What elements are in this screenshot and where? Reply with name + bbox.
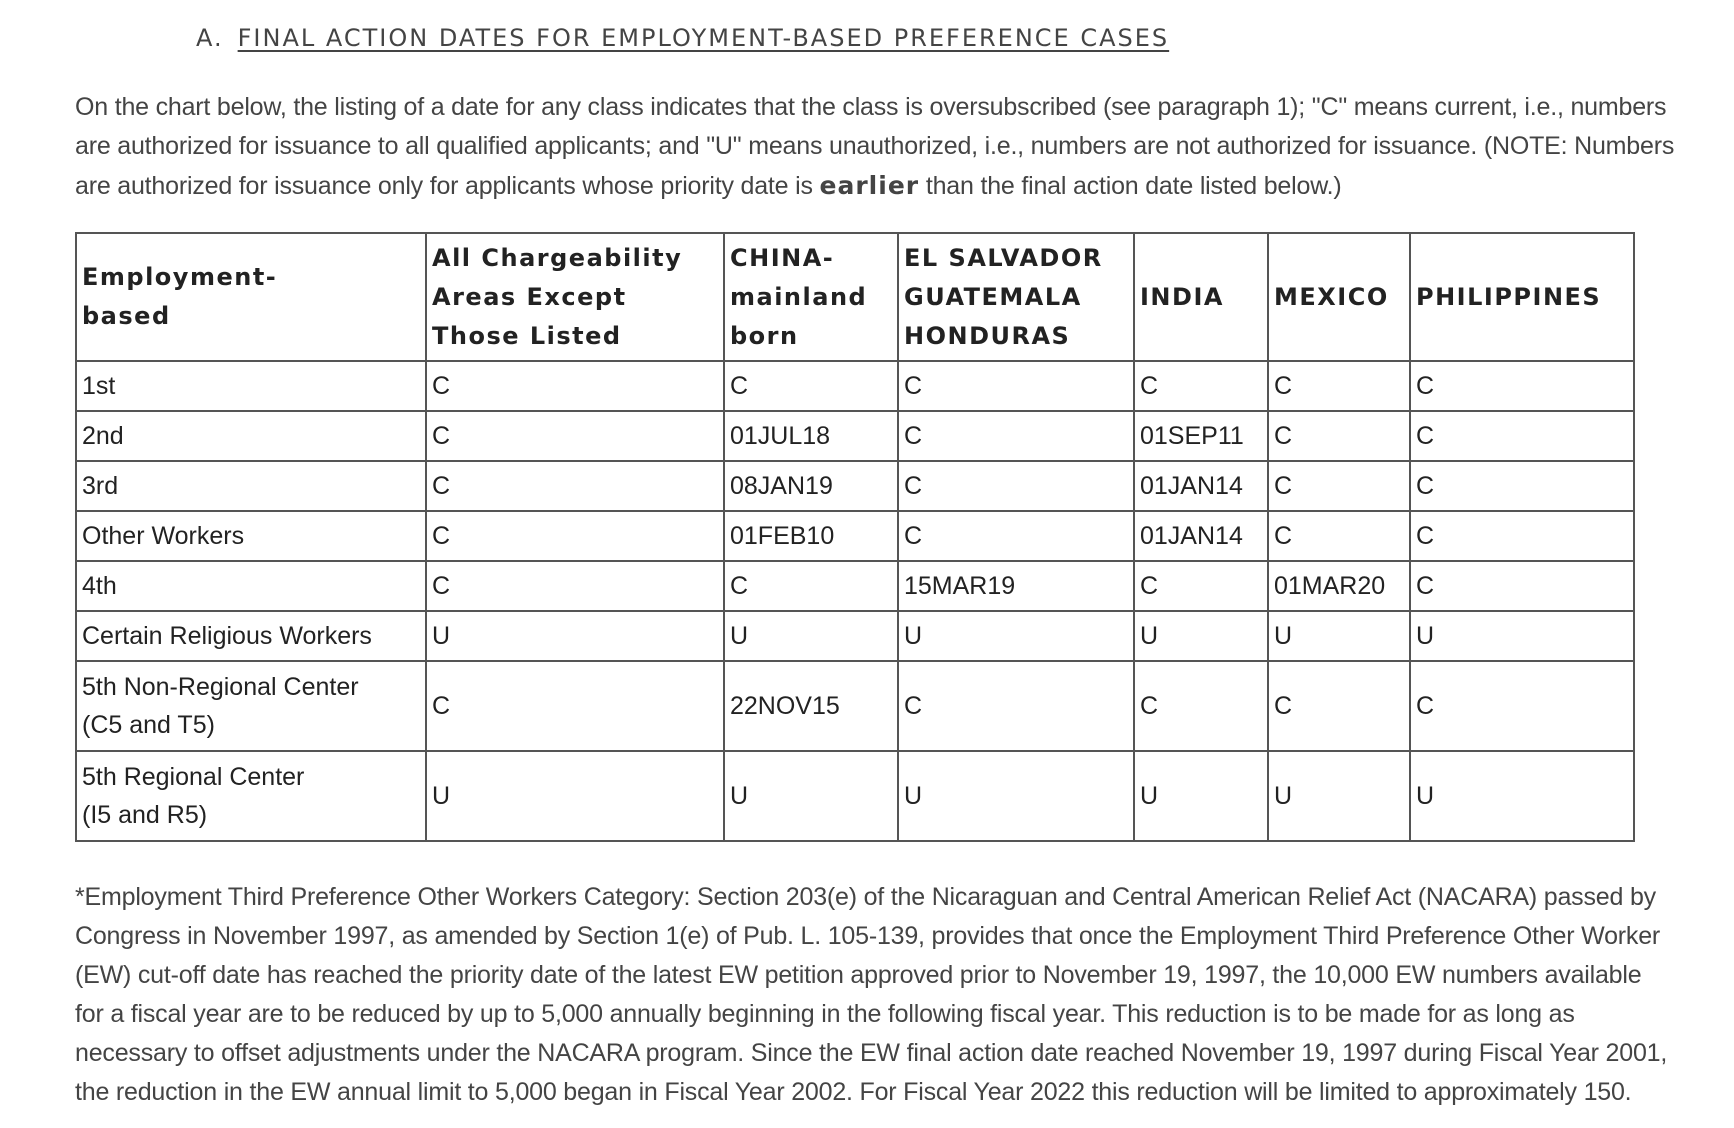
table-cell: U xyxy=(1410,751,1634,841)
header-line: PHILIPPINES xyxy=(1416,282,1602,311)
table-cell: C xyxy=(898,461,1134,511)
header-line: mainland xyxy=(730,282,868,311)
table-cell: C xyxy=(1410,411,1634,461)
column-header-mexico xyxy=(1268,233,1410,361)
header-line: Those Listed xyxy=(432,321,622,350)
category-line: (I5 and R5) xyxy=(82,801,208,829)
category-line: 5th Regional Center xyxy=(82,763,305,791)
table-cell: 01SEP11 xyxy=(1134,411,1268,461)
row-category xyxy=(76,611,426,661)
table-header-row xyxy=(76,233,1634,361)
header-line: All Chargeability xyxy=(432,243,683,272)
table-cell: C xyxy=(1134,361,1268,411)
table-cell: U xyxy=(426,751,724,841)
table-cell: C xyxy=(426,411,724,461)
header-line: Areas Except xyxy=(432,282,627,311)
intro-paragraph xyxy=(75,88,1675,206)
row-category xyxy=(76,511,426,561)
row-category xyxy=(76,661,426,751)
table-cell: U xyxy=(724,751,898,841)
header-line: CHINA- xyxy=(730,243,835,272)
header-line: GUATEMALA xyxy=(904,282,1082,311)
table-cell: C xyxy=(1410,461,1634,511)
table-cell: C xyxy=(898,661,1134,751)
intro-text-after: than the final action date listed below.) xyxy=(919,172,1342,200)
table-cell: C xyxy=(426,461,724,511)
column-header-india xyxy=(1134,233,1268,361)
table-cell: C xyxy=(898,511,1134,561)
table-row xyxy=(76,611,1634,661)
row-category xyxy=(76,561,426,611)
category-line: 5th Non-Regional Center xyxy=(82,673,359,701)
table-cell: 15MAR19 xyxy=(898,561,1134,611)
category-line: 4th xyxy=(82,572,117,600)
category-line: 3rd xyxy=(82,472,119,500)
column-header-el-salvador-guatemala-honduras xyxy=(898,233,1134,361)
category-line: Certain Religious Workers xyxy=(82,622,372,650)
category-line: 2nd xyxy=(82,422,124,450)
table-cell: C xyxy=(1410,511,1634,561)
header-line: EL SALVADOR xyxy=(904,243,1103,272)
table-row xyxy=(76,361,1634,411)
table-cell: C xyxy=(1134,561,1268,611)
table-cell: 01JAN14 xyxy=(1134,461,1268,511)
table-cell: 01JUL18 xyxy=(724,411,898,461)
footnote-paragraph: *Employment Third Preference Other Workers Category: Section 203(e) of the Nicaraguan and Central American Relief Act (NACARA) passed by Congress in November 1997, as amended by Section 1(e) of Pub. L. 105-139, provides that once the Employment Third Preference Other Worker (EW) cut-off date has reached the priority date of the latest EW petition approved prior to November 19, 1997, the 10,000 EW numbers available for a fiscal year are to be reduced by up to 5,000 annually beginning in the following fiscal year. This reduction is to be made for as long as necessary to offset adjustments under the NACARA program. Since the EW final action date reached November 19, 1997 during Fiscal Year 2001, the reduction in the EW annual limit to 5,000 began in Fiscal Year 2002. For Fiscal Year 2022 this reduction will be limited to approximately 150. xyxy=(75,883,1668,1106)
table-cell: C xyxy=(1410,361,1634,411)
table-cell: C xyxy=(426,511,724,561)
table-row xyxy=(76,511,1634,561)
row-category xyxy=(76,461,426,511)
header-line: INDIA xyxy=(1140,282,1224,311)
table-cell: 08JAN19 xyxy=(724,461,898,511)
section-letter: A. xyxy=(196,24,224,52)
table-cell: C xyxy=(426,361,724,411)
table-row xyxy=(76,561,1634,611)
row-category xyxy=(76,751,426,841)
table-cell: C xyxy=(724,561,898,611)
intro-bold-word: earlier xyxy=(819,171,920,200)
table-row xyxy=(76,411,1634,461)
row-category xyxy=(76,411,426,461)
table-cell: 01FEB10 xyxy=(724,511,898,561)
table-row xyxy=(76,751,1634,841)
table-cell: 01MAR20 xyxy=(1268,561,1410,611)
header-line: based xyxy=(82,302,171,330)
section-title: FINAL ACTION DATES FOR EMPLOYMENT-BASED PREFERENCE CASES xyxy=(237,24,1170,52)
header-line: HONDURAS xyxy=(904,321,1071,350)
column-header-philippines xyxy=(1410,233,1634,361)
table-cell: C xyxy=(898,411,1134,461)
final-action-dates-table xyxy=(75,232,1635,842)
header-line: born xyxy=(730,321,799,350)
section-heading xyxy=(196,24,1169,52)
table-cell: C xyxy=(1268,511,1410,561)
table-cell: U xyxy=(426,611,724,661)
column-header-all-chargeability-areas-except-those-listed xyxy=(426,233,724,361)
table-cell: C xyxy=(426,661,724,751)
table-cell: C xyxy=(1134,661,1268,751)
table-cell: C xyxy=(1268,411,1410,461)
column-header-employment-based xyxy=(76,233,426,361)
table-cell: U xyxy=(1134,611,1268,661)
table-cell: 22NOV15 xyxy=(724,661,898,751)
table-cell: C xyxy=(1268,661,1410,751)
category-line: (C5 and T5) xyxy=(82,711,215,739)
table-body xyxy=(76,361,1634,841)
table-row xyxy=(76,461,1634,511)
category-line: 1st xyxy=(82,372,116,400)
table-cell: U xyxy=(1134,751,1268,841)
table-cell: C xyxy=(426,561,724,611)
table-cell: 01JAN14 xyxy=(1134,511,1268,561)
column-header-china-mainland-born xyxy=(724,233,898,361)
table-cell: U xyxy=(898,751,1134,841)
table-cell: C xyxy=(1268,461,1410,511)
table-cell: C xyxy=(1268,361,1410,411)
header-line: Employment- xyxy=(82,263,278,291)
table-cell: U xyxy=(724,611,898,661)
table-cell: C xyxy=(1410,661,1634,751)
table-cell: C xyxy=(898,361,1134,411)
row-category xyxy=(76,361,426,411)
table-row xyxy=(76,661,1634,751)
table-cell: C xyxy=(724,361,898,411)
header-line: MEXICO xyxy=(1274,282,1389,311)
intro-text-before: On the chart below, the listing of a date for any class indicates that the class is oversubscribed (see paragraph 1); "C" means current, i.e., numbers are authorized for issuance to all qualified applicants; and "U" means unauthorized, i.e., numbers are not authorized for issuance. (NOTE: Numbers are authorized for issuance only for applicants whose priority date is xyxy=(75,93,1675,200)
category-line: Other Workers xyxy=(82,522,245,550)
table-cell: U xyxy=(1410,611,1634,661)
table-cell: U xyxy=(1268,751,1410,841)
table-cell: C xyxy=(1410,561,1634,611)
table-cell: U xyxy=(1268,611,1410,661)
table-cell: U xyxy=(898,611,1134,661)
